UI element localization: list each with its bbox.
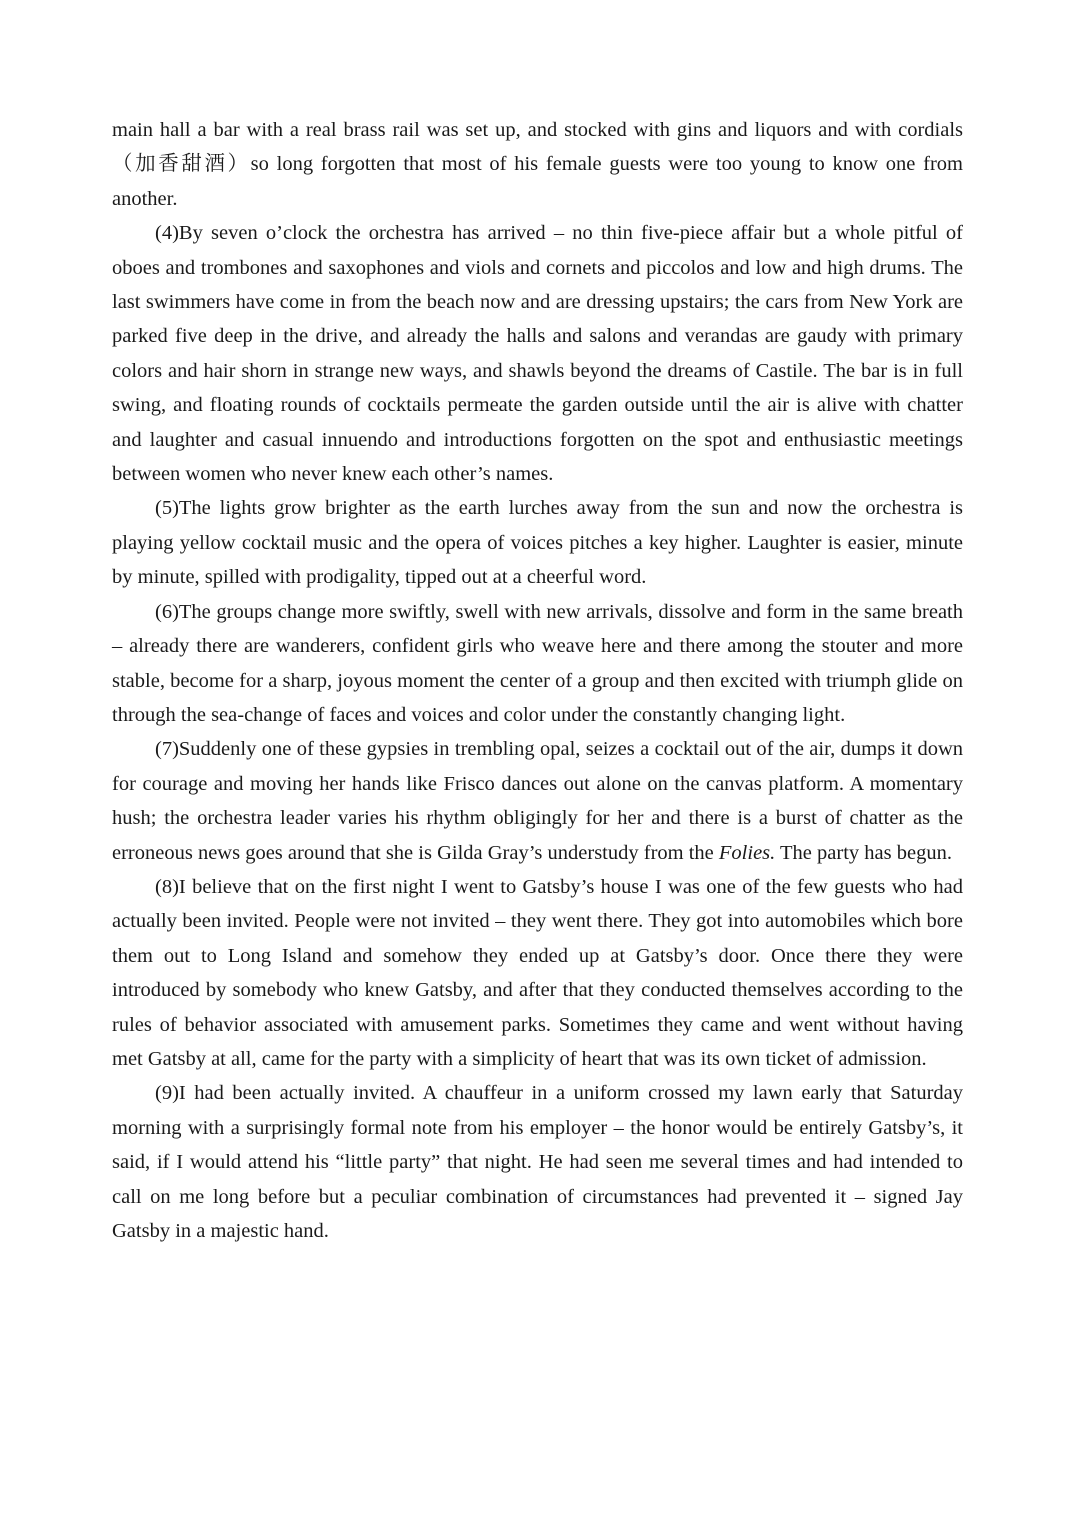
paragraph-text: (4)By seven o’clock the orchestra has arrived – no thin five-piece affair but a whole pitful of oboes and trombones and saxophones and viols and cornets and piccolos and low and high drums. The last swimmers have come in from the beach now and are dressing upstairs; the cars from New York are parked five deep in the drive, and already the halls and salons and verandas are gaudy with primary colors and hair shorn in strange new ways, and shawls beyond the dreams of Castile. The bar is in full swing, and floating rounds of cocktails permeate the garden outside until the air is alive with chatter and laughter and casual innuendo and introductions forgotten on the spot and enthusiastic meetings between women who never knew each other’s names. <box>112 222 963 486</box>
paragraph-text: (5)The lights grow brighter as the earth lurches away from the sun and now the orchestra is playing yellow cocktail music and the opera of voices pitches a key higher. Laughter is easier, minute by minute, spilled with prodigality, tipped out at a cheerful word. <box>112 497 963 589</box>
paragraph-4 <box>112 216 963 491</box>
paragraph-9 <box>112 1076 963 1248</box>
paragraph-continued <box>112 113 963 216</box>
paragraph-text: (7)Suddenly one of these gypsies in trembling opal, seizes a cocktail out of the air, dumps it down for courage and moving her hands like Frisco dances out alone on the canvas platform. A momentary hush; the orchestra leader varies his rhythm obligingly for her and there is a burst of chatter as the erroneous news goes around that she is Gilda Gray’s understudy from the <box>112 738 963 864</box>
paragraph-text: (9)I had been actually invited. A chauffeur in a uniform crossed my lawn early that Saturday morning with a surprisingly formal note from his employer – the honor would be entirely Gatsby’s, it said, if I would attend his “little party” that night. He had seen me several times and had intended to call on me long before but a peculiar combination of circumstances had prevented it – signed Jay Gatsby in a majestic hand. <box>112 1082 963 1242</box>
italic-title-folies: Folies. <box>718 841 776 864</box>
paragraph-8 <box>112 870 963 1076</box>
paragraph-6 <box>112 595 963 733</box>
paragraph-5 <box>112 491 963 594</box>
paragraph-text: main hall a bar with a real brass rail was set up, and stocked with gins and liquors and with cordials（加香甜酒）so long forgotten that most of his female guests were too young to know one from another. <box>112 119 963 210</box>
paragraph-text: (8)I believe that on the first night I went to Gatsby’s house I was one of the few guests who had actually been invited. People were not invited – they went there. They got into automobiles which bore them out to Long Island and somehow they ended up at Gatsby’s door. Once there they were introduced by somebody who knew Gatsby, and after that they conducted themselves according to the rules of behavior associated with amusement parks. Sometimes they came and went without having met Gatsby at all, came for the party with a simplicity of heart that was its own ticket of admission. <box>112 875 963 1070</box>
paragraph-text: (6)The groups change more swiftly, swell with new arrivals, dissolve and form in the same breath – already there are wanderers, confident girls who weave here and there among the stouter and more stable, become for a sharp, joyous moment the center of a group and then excited with triumph glide on through the sea-change of faces and voices and color under the constantly changing light. <box>112 600 963 726</box>
paragraph-7 <box>112 732 963 870</box>
paragraph-text: The party has begun. <box>775 841 952 864</box>
document-page <box>112 113 963 1248</box>
